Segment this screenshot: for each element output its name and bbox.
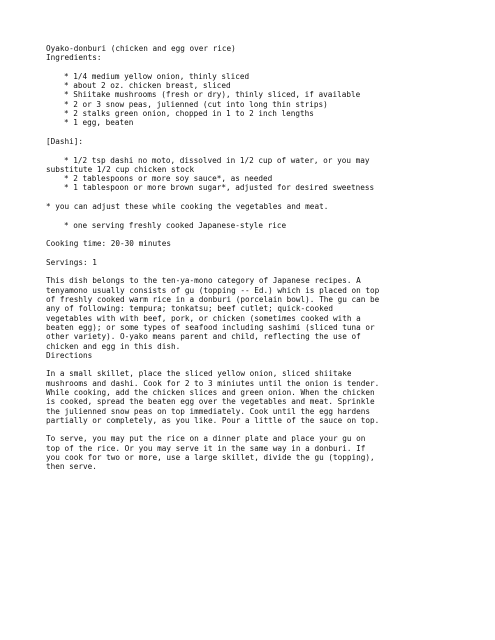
description-line: beaten egg); or some types of seafood including sashimi (sliced tuna or [46, 322, 375, 332]
description-line: vegetables with with beef, pork, or chicken (sometimes cooked with a [46, 313, 361, 323]
ingredient-item: * 2 stalks green onion, chopped in 1 to 2 inch lengths [64, 109, 314, 119]
directions-line: mushrooms and dashi. Cook for 2 to 3 miniutes until the onion is tender. [46, 378, 380, 388]
serving-line: To serve, you may put the rice on a dinner plate and place your gu on [46, 434, 366, 444]
recipe-document [46, 44, 486, 472]
directions-line: While cooking, add the chicken slices and green onion. When the chicken [46, 387, 375, 397]
directions-heading: Directions [46, 350, 93, 360]
description-line: chicken and egg in this dish. [46, 341, 181, 351]
description-line: other variety). O-yako means parent and child, reflecting the use of [46, 332, 361, 342]
description-line: of freshly cooked warm rice in a donburi (porcelain bowl). The gu can be [46, 295, 380, 305]
ingredient-item: * 2 or 3 snow peas, julienned (cut into long thin strips) [64, 99, 328, 109]
servings: Servings: 1 [46, 257, 97, 267]
directions-line: is cooked, spread the beaten egg over the vegetables and meat. Sprinkle [46, 397, 375, 407]
directions-line: In a small skillet, place the sliced yellow onion, sliced shiitake [46, 369, 352, 379]
ingredient-item: * 1/4 medium yellow onion, thinly sliced [64, 71, 250, 81]
adjust-note: * you can adjust these while cooking the vegetables and meat. [46, 202, 329, 212]
ingredient-item: * Shiitake mushrooms (fresh or dry), thinly sliced, if available [64, 90, 361, 100]
description-line: tenyamono usually consists of gu (topping -- Ed.) which is placed on top [46, 285, 380, 295]
rice-item: * one serving freshly cooked Japanese-style rice [64, 220, 287, 230]
dashi-item-continued: substitute 1/2 cup chicken stock [46, 164, 195, 174]
ingredients-heading: Ingredients: [46, 53, 102, 63]
dashi-item: * 1 tablespoon or more brown sugar*, adjusted for desired sweetness [64, 183, 375, 193]
recipe-title: Oyako-donburi (chicken and egg over rice) [46, 44, 236, 53]
dashi-item: * 1/2 tsp dashi no moto, dissolved in 1/2 cup of water, or you may [64, 155, 370, 165]
serving-line: you cook for two or more, use a large skillet, divide the gu (topping), [46, 453, 375, 463]
serving-line: top of the rice. Or you may serve it in the same way in a donburi. If [46, 443, 366, 453]
serving-line: then serve. [46, 462, 97, 472]
description-line: This dish belongs to the ten-ya-mono category of Japanese recipes. A [46, 276, 361, 286]
ingredient-item: * 1 egg, beaten [64, 118, 134, 128]
directions-line: partially or completely, as you like. Pour a little of the sauce on top. [46, 415, 380, 425]
directions-line: the julienned snow peas on top immediately. Cook until the egg hardens [46, 406, 370, 416]
dashi-heading: [Dashi]: [46, 136, 84, 146]
description-line: any of following: tempura; tonkatsu; beef cutlet; quick-cooked [46, 304, 333, 314]
dashi-item: * 2 tablespoons or more soy sauce*, as needed [64, 174, 273, 184]
ingredient-item: * about 2 oz. chicken breast, sliced [64, 81, 231, 91]
cooking-time: Cooking time: 20-30 minutes [46, 239, 171, 249]
